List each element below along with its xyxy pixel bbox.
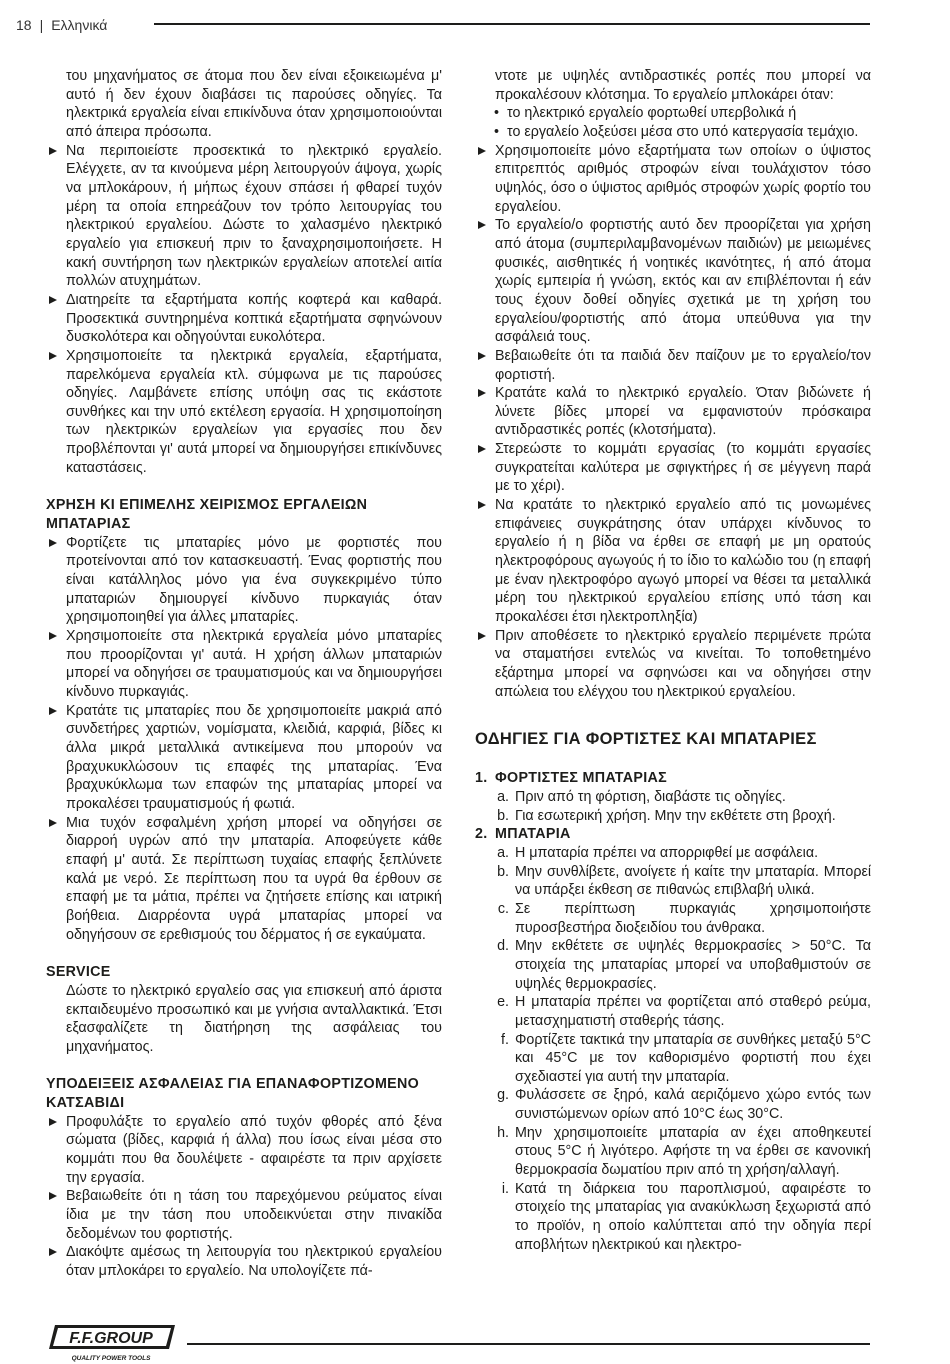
header-rule	[154, 23, 870, 25]
lettered-item: b. Για εσωτερική χρήση. Μην την εκθέτετε στη βροχή.	[497, 807, 836, 824]
battery-bullet-list	[46, 534, 442, 944]
lettered-item: f. Φορτίζετε τακτικά την μπαταρία σε συνθήκες μεταξύ 5°C και 45°C με τον καθορισμένο φορτιστή που έχει σχεδιαστεί για αυτή την μπαταρία.	[501, 1031, 871, 1085]
bullet-item: Να κρατάτε το ηλεκτρικό εργαλείο από τις μονωμένες επιφάνειες συγκράτησης όταν υπάρχει κίνδυνος το εργαλείο ή η βίδα να έρθει σε επαφή με μη ορατούς ηλεκτροφόρους αγωγούς ή το ίδιο το καλώδιο του (η επαφή με έναν ηλεκτροφόρο αγωγό μπορεί να θέσει τα μεταλλικά μέρη του ηλεκτρικού εργαλείου επίσης υπό τάση και προκαλέσει έτσι ηλεκτροπληξία)	[475, 496, 871, 627]
service-section-heading: SERVICE	[46, 964, 111, 981]
lettered-item: d. Μην εκθέτετε σε υψηλές θερμοκρασίες > 50°C. Τα στοιχεία της μπαταρίας μπορεί να υποβαθμιστούν σε υψηλές θερμοκρασίες.	[497, 938, 871, 992]
page-number: 18	[16, 17, 32, 33]
left-column	[46, 67, 442, 1281]
numbered-section	[475, 769, 871, 825]
lettered-list	[475, 788, 871, 825]
lettered-list	[475, 844, 871, 1254]
page-header	[16, 13, 870, 37]
numbered-section	[475, 825, 871, 1254]
right-continuation-text: ντοτε με υψηλές αντιδραστικές ροπές που μπορεί να προκαλέσουν κλότσημα. Το εργαλείο μπλοκάρει όταν:	[495, 68, 871, 103]
lettered-item: a. Πριν από τη φόρτιση, διαβάστε τις οδηγίες.	[497, 788, 786, 805]
bullet-item: Κρατάτε τις μπαταρίες που δε χρησιμοποιείτε μακριά από συνδετήρες χαρτιών, νομίσματα, κλειδιά, καρφιά, βίδες κι άλλα μικρά μεταλλικά αντικείμενα που μπορούν να βραχυκυκλώσουν τις επαφές της μπαταρίας. Ένα βραχυκύκλωμα των επαφών της μπαταρίας μπορεί να προκαλέσει τραυματισμούς ή φωτιά.	[46, 702, 442, 814]
bullet-item: Βεβαιωθείτε ότι η τάση του παρεχόμενου ρεύματος είναι ίδια με την τάση που υποδεικνύεται στην πινακίδα δεδομένων του φορτιστής.	[46, 1187, 442, 1243]
bullet-item: Στερεώστε το κομμάτι εργασίας (το κομμάτι εργασίες συγκρατείται καλύτερα με σφιγκτήρες ή σε μέγγενη παρά με το χέρι).	[475, 440, 871, 496]
lettered-item: b. Μην συνθλίβετε, ανοίγετε ή καίτε την μπαταρία. Μπορεί να υπάρξει έκθεση σε πιθανώς επιβλαβή υλικά.	[497, 863, 871, 899]
logo-wordmark: F.F.GROUP	[69, 1330, 153, 1347]
bullet-item: Χρησιμοποιείτε μόνο εξαρτήματα των οποίων ο ύψιστος επιτρεπτός αριθμός στροφών είναι τουλάχιστον τόσο υψηλός, όσο ο ύψιστος αριθμός στροφών χωρίς φορτίο του εργαλείου.	[475, 142, 871, 217]
bullet-item: Διατηρείτε τα εξαρτήματα κοπής κοφτερά και καθαρά. Προσεκτικά συντηρημένα κοπτικά εξαρτήματα σφηνώνουν δυσκολότερα και οδηγούνται ευκολότερα.	[46, 291, 442, 347]
header-text	[16, 17, 107, 33]
bullet-item: Βεβαιωθείτε ότι τα παιδιά δεν παίζουν με το εργαλείο/τον φορτιστή.	[475, 347, 871, 384]
chargers-batteries-heading: ΟΔΗΓΙΕΣ ΓΙΑ ΦΟΡΤΙΣΤΕΣ ΚΑΙ ΜΠΑΤΑΡΙΕΣ	[475, 730, 817, 749]
bullet-item: Πριν αποθέσετε το ηλεκτρικό εργαλείο περιμένετε πρώτα να σταματήσει εντελώς να κινείται. Το τοποθετημένο εξάρτημα μπορεί να σφηνώσει και να οδηγήσει στην απώλεια του ελέγχου του ηλεκτρικού εργαλείου.	[475, 627, 871, 702]
lettered-item: c. Σε περίπτωση πυρκαγιάς χρησιμοποιήστε πυροσβεστήρα διοξειδίου του άνθρακα.	[497, 900, 871, 936]
numbered-section-title: 2. ΜΠΑΤΑΡΙΑ	[475, 826, 571, 843]
header-separator: |	[39, 17, 44, 33]
dot-item: • το ηλεκτρικό εργαλείο φορτωθεί υπερβολικά ή	[475, 104, 871, 123]
lettered-item: e. Η μπαταρία πρέπει να φορτίζεται από σταθερό ρεύμα, μετασχηματιστή σταθερής τάσης.	[497, 994, 871, 1029]
logo-tagline: QUALITY POWER TOOLS	[71, 1355, 151, 1362]
header-language: Ελληνικά	[51, 17, 108, 33]
right-bullet-list	[475, 142, 871, 702]
footer-rule	[187, 1343, 870, 1345]
service-text: Δώστε το ηλεκτρικό εργαλείο σας για επισκευή από άριστα εκπαιδευμένο προσωπικό και με γνήσια ανταλλακτικά. Έτσι εξασφαλίζετε τη διατήρηση της ασφάλειας του μηχανήματος.	[66, 982, 442, 1055]
screwdriver-bullet-list	[46, 1113, 442, 1281]
bullet-item: Χρησιμοποιείτε τα ηλεκτρικά εργαλεία, εξαρτήματα, παρελκόμενα εργαλεία κτλ. σύμφωνα με τις παρούσες οδηγίες. Λαμβάνετε επίσης υπόψη σας τις εκάστοτε συνθήκες και την υπό εκτέλεση εργασία. Η χρησιμοποίηση των ηλεκτρικών εργαλείων για εργασίες που δεν προβλέπονται γι' αυτά μπορεί να δημιουργήσει επικίνδυνες καταστάσεις.	[46, 347, 442, 478]
bullet-item: Φορτίζετε τις μπαταρίες μόνο με φορτιστές που προτείνονται από τον κατασκευαστή. Ένας φορτιστής που είναι κατάλληλος μόνο για ένα συγκεκριμένο τύπο μπαταριών δημιουργεί κίνδυνο πυρκαγιάς όταν χρησιμοποιηθεί για άλλες μπαταρίες.	[46, 534, 442, 627]
dot-item: • το εργαλείο λοξεύσει μέσα στο υπό κατεργασία τεμάχιο.	[475, 123, 871, 142]
blocking-conditions-list	[475, 104, 871, 141]
lettered-item: h. Μην χρησιμοποιείτε μπαταρία αν έχει αποθηκευτεί στους 5°C ή λιγότερο. Αφήστε τη να έρθει σε κανονική θερμοκρασία δωματίου πριν από τη χρήση/αλλαγή.	[497, 1124, 871, 1179]
right-column	[475, 67, 871, 1254]
bullet-item: Προφυλάξτε το εργαλείο από τυχόν φθορές από ξένα σώματα (βίδες, καρφιά ή άλλα) που ίσως είναι μέσα στο κομμάτι που θα δουλέψετε - αφαιρέστε τα πριν αρχίσετε την εργασία.	[46, 1113, 442, 1188]
bullet-item: Διακόψτε αμέσως τη λειτουργία του ηλεκτρικού εργαλείου όταν μπλοκάρει το εργαλείο. Να υπολογίζετε πά-	[46, 1243, 442, 1280]
bullet-item: Το εργαλείο/ο φορτιστής αυτό δεν προορίζεται για χρήση από άτομα (συμπεριλαμβανομένων παιδιών) με μειωμένες φυσικές, αισθητικές ή νοητικές ικανότητες, ή από άτομα χωρίς εμπειρία ή γνώση, εκτός και αν επιβλέπονται ή εάν τους έχουν δοθεί οδηγίες σχετικά με τη χρήση του εργαλείου/φορτιστής από άτομα υπεύθυνα για την ασφάλειά τους.	[475, 216, 871, 347]
instructions-numbered-list	[475, 769, 871, 1254]
bullet-item: Χρησιμοποιείτε στα ηλεκτρικά εργαλεία μόνο μπαταρίες που προορίζονται γι' αυτά. Η χρήση άλλων μπαταριών μπορεί να οδηγήσει σε τραυματισμούς και να δημιουργήσει κίνδυνο πυρκαγιάς.	[46, 627, 442, 702]
lettered-item: i. Κατά τη διάρκεια του παροπλισμού, αφαιρέστε το στοιχείο της μπαταρίας για ανακύκλωση ξεχωριστά από το προϊόν, η οποίο καλύπτεται από την οδηγία περί αποβλήτων ηλεκτρικού και ηλεκτρο-	[501, 1180, 871, 1253]
page-footer	[47, 1323, 870, 1363]
bullet-item: Να περιποιείστε προσεκτικά το ηλεκτρικό εργαλείο. Ελέγχετε, αν τα κινούμενα μέρη λειτουργούν άψογα, χωρίς να μπλοκάρουν, ή μήπως έχουν σπάσει ή φθαρεί τυχόν μέρη τα οποία επηρεάζουν τον τρόπο λειτουργίας του ηλεκτρικού εργαλείου. Δώστε το χαλασμένο ηλεκτρικό εργαλείο για επισκευή πριν το ξαναχρησιμοποιήσετε. Η κακή συντήρηση των ηλεκτρικών εργαλείων αποτελεί αιτία πολλών ατυχημάτων.	[46, 142, 442, 291]
battery-section-heading: ΧΡΗΣΗ ΚΙ ΕΠΙΜΕΛΗΣ ΧΕΙΡΙΣΜΟΣ ΕΡΓΑΛΕΙΩΝ ΜΠΑΤΑΡΙΑΣ	[46, 497, 368, 533]
left-intro-text: του μηχανήματος σε άτομα που δεν είναι εξοικειωμένα μ' αυτό ή δεν έχουν διαβάσει τις παρούσες οδηγίες. Τα ηλεκτρικά εργαλεία είναι επικίνδυνα όταν χρησιμοποιούνται από άπειρα πρόσωπα.	[66, 68, 442, 140]
screwdriver-section-heading: ΥΠΟΔΕΙΞΕΙΣ ΑΣΦΑΛΕΙΑΣ ΓΙΑ ΕΠΑΝΑΦΟΡΤΙΖΟΜΕΝΟ ΚΑΤΣΑΒΙΔΙ	[46, 1076, 420, 1112]
bullet-item: Μια τυχόν εσφαλμένη χρήση μπορεί να οδηγήσει σε διαρροή υγρών από την μπαταρία. Αποφεύγετε κάθε επαφή μ' αυτά. Σε περίπτωση τυχαίας επαφής ξεπλύνετε καλά με νερό. Σε περίπτωση που τα υγρά θα έρθουν σε επαφή με τα μάτια, πρέπει να ζητήσετε επίσης και ιατρική βοήθεια. Διαρρέοντα υγρά μπαταρίας μπορεί να οδηγήσουν σε ερεθισμούς του δέρματος ή σε εγκαύματα.	[46, 814, 442, 945]
ffgroup-logo	[47, 1323, 177, 1363]
left-bullet-list	[46, 142, 442, 478]
lettered-item: g. Φυλάσσετε σε ξηρό, καλά αεριζόμενο χώρο εντός των συνιστώμενων ορίων από 10°C έως 30°C.	[497, 1087, 871, 1123]
lettered-item: a. Η μπαταρία πρέπει να απορριφθεί με ασφάλεια.	[497, 844, 819, 861]
bullet-item: Κρατάτε καλά το ηλεκτρικό εργαλείο. Όταν βιδώνετε ή λύνετε βίδες μπορεί να εμφανιστούν πρόσκαιρα αντιδραστικές ροπές (κλοτσήματα).	[475, 384, 871, 440]
numbered-section-title: 1. ΦΟΡΤΙΣΤΕΣ ΜΠΑΤΑΡΙΑΣ	[475, 770, 667, 787]
